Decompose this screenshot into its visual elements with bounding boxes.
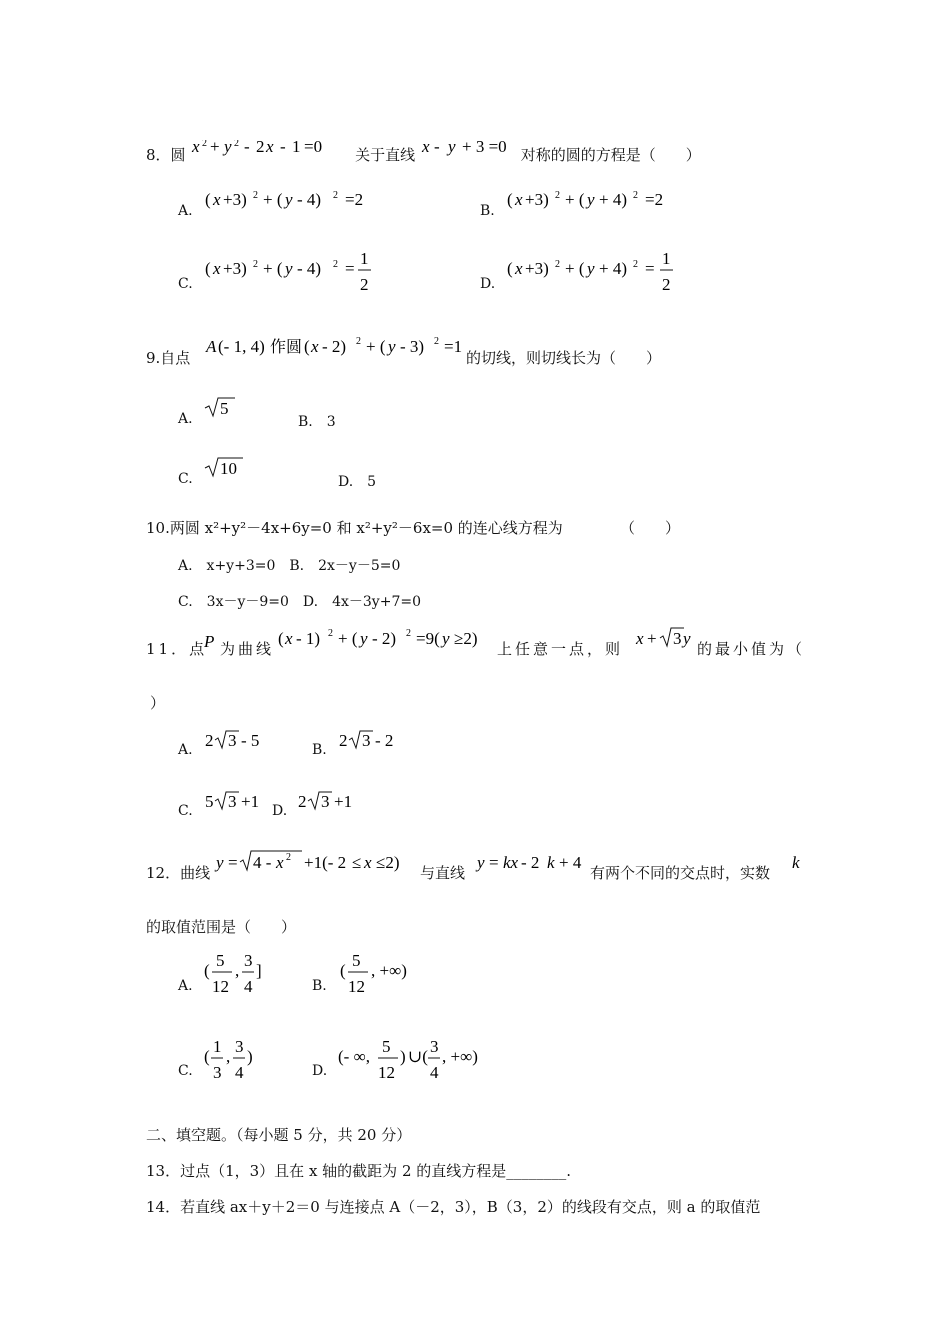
q11-prefix: 11．点 [146,640,208,658]
svg-text:(: ( [304,337,310,356]
svg-text:y: y [442,629,450,648]
q9-option-a [203,394,243,422]
svg-text:(: ( [204,1047,210,1066]
svg-text:3: 3 [244,951,253,970]
svg-text:3: 3 [321,792,330,811]
svg-text:x: x [311,337,319,356]
svg-text:2: 2 [339,731,348,750]
q11-expression [634,624,698,654]
svg-text:y: y [683,629,691,648]
svg-text:4 -: 4 - [253,853,272,872]
svg-text:3: 3 [362,731,371,750]
q12-option-a [202,948,272,998]
q9-option-c [203,454,253,482]
svg-text:(: ( [205,259,211,278]
svg-text:=9(: =9( [416,629,440,648]
svg-text:A: A [206,337,217,356]
q11-curve-equation [276,626,496,654]
svg-text:y: y [216,853,224,872]
svg-text:=2: =2 [345,190,364,209]
svg-text:5: 5 [220,399,229,418]
svg-text:5: 5 [382,1037,391,1056]
svg-text:): ) [400,1047,406,1066]
q10-options-cd: C. 3x－y－9=0 D. 4x－3y+7=0 [178,594,421,610]
svg-text:5: 5 [216,951,225,970]
q8-option-d-label: D. [480,276,496,292]
svg-text:x: x [285,629,293,648]
svg-text:x: x [364,853,372,872]
q8-line-equation [420,140,516,164]
svg-text:2: 2 [555,259,560,270]
svg-text:(: ( [507,190,513,209]
svg-text:,: , [226,1047,231,1066]
svg-text:10: 10 [220,459,237,478]
svg-text:=2: =2 [645,190,664,209]
q12-option-d [336,1034,496,1084]
svg-text:≤2): ≤2) [376,853,400,872]
question-14: 14．若直线 ax＋y＋2＝0 与连接点 A（－2，3），B（3，2）的线段有交点，则 a 的取值范 [146,1198,761,1216]
svg-text:作圆: 作圆 [270,337,303,356]
q12-option-b [338,948,418,998]
q9-suffix: 的切线，则切线长为（ ） [466,349,662,367]
q12-line-equation [475,850,591,878]
q12-option-c [202,1034,262,1084]
q11-option-a-label: A. [178,742,193,758]
svg-text:2: 2 [662,275,671,294]
svg-text:+ (: + ( [263,259,283,278]
svg-text:- 2: - 2 [375,731,394,750]
svg-text:+ 4): + 4) [599,190,627,209]
q11-option-a [203,728,283,756]
q11-point-p [202,630,218,654]
q11-option-c [203,789,275,817]
q12-line2: 的取值范围是（ ） [146,918,297,936]
q8-option-a-label: A. [178,203,193,219]
svg-text:- 3): - 3) [400,337,425,356]
svg-text:x: x [515,259,523,278]
svg-text:=1: =1 [444,337,463,356]
svg-text:2: 2 [256,140,265,156]
svg-text:(: ( [340,961,346,980]
svg-text:x: x [266,140,274,156]
q11-close: ） [150,694,166,712]
svg-text:2: 2 [356,336,361,347]
svg-text:5: 5 [205,792,214,811]
q9-option-a-label: A. [178,411,193,427]
svg-text:x: x [276,853,284,872]
svg-text:y: y [587,190,595,209]
svg-text:4: 4 [430,1063,439,1082]
svg-text:2: 2 [205,731,214,750]
svg-text:y: y [360,629,368,648]
svg-text:2: 2 [328,628,333,639]
q12-option-b-label: B. [312,978,327,994]
svg-text:(: ( [278,629,284,648]
svg-text:1: 1 [360,250,369,268]
q11-suffix: 的最小值为（ [697,640,806,658]
svg-text:kx: kx [503,853,519,872]
svg-text:y: y [285,190,293,209]
svg-text:y: y [388,337,396,356]
q11-option-d [296,789,368,817]
svg-text:-: - [433,140,440,156]
svg-text:y: y [285,259,293,278]
svg-text:3: 3 [228,731,237,750]
svg-text:y: y [447,140,456,156]
svg-text:=: = [345,259,355,278]
svg-text:- 4): - 4) [297,190,322,209]
svg-text:x: x [213,190,221,209]
q8-option-b [505,188,685,216]
q11-option-b-label: B. [312,742,327,758]
svg-text:2: 2 [333,190,338,201]
q11-mid: 为曲线 [220,640,275,658]
svg-text:(- ∞,: (- ∞, [338,1047,370,1066]
svg-text:2: 2 [633,190,638,201]
svg-text:3: 3 [228,792,237,811]
svg-text:- 4): - 4) [297,259,322,278]
svg-text:+ (: + ( [565,190,585,209]
svg-text:, +∞): , +∞) [371,961,407,980]
q10-paren: （ ） [620,519,681,537]
q8-prefix: 8．圆 [146,146,186,164]
svg-text:+3): +3) [525,259,549,278]
svg-text:2: 2 [555,190,560,201]
svg-text:x: x [636,629,644,648]
svg-text:, +∞): , +∞) [442,1047,478,1066]
svg-text:-: - [244,140,250,156]
svg-text:3: 3 [673,629,682,648]
q12-option-d-label: D. [312,1063,328,1079]
svg-text:12: 12 [212,977,229,996]
svg-text:+ 4: + 4 [559,853,582,872]
svg-text:+: + [210,140,220,156]
question-13: 13．过点（1，3）且在 x 轴的截距为 2 的直线方程是________. [146,1162,572,1180]
svg-text:2: 2 [633,259,638,270]
svg-text:+1(- 2: +1(- 2 [304,853,347,872]
svg-text:2: 2 [434,336,439,347]
svg-text:+ (: + ( [263,190,283,209]
svg-text:≤: ≤ [352,853,362,872]
svg-text:2: 2 [202,140,208,149]
svg-text:4: 4 [235,1063,244,1082]
svg-text:(: ( [507,259,513,278]
svg-text:x: x [421,140,430,156]
q9-option-c-label: C. [178,471,193,487]
svg-text:3: 3 [213,1063,222,1082]
svg-text:+ (: + ( [338,629,358,648]
q11-mid2: 上任意一点，则 [497,640,624,658]
svg-text:=: = [489,853,499,872]
q8-circle-equation [190,140,350,164]
q9-equation [204,334,468,362]
svg-text:3: 3 [235,1037,244,1056]
q8-option-d [505,250,695,300]
svg-text:1: 1 [292,140,301,156]
question-8 [146,140,701,165]
q10-options-ab: A. x+y+3=0 B. 2x－y－5=0 [178,558,401,574]
svg-text:12: 12 [378,1063,395,1082]
svg-text:+3): +3) [525,190,549,209]
svg-text:=0: =0 [304,140,323,156]
svg-text:3: 3 [430,1037,439,1056]
svg-text:- 2): - 2) [322,337,347,356]
svg-text:2: 2 [253,259,258,270]
q11-option-d-label: D. [272,803,288,819]
svg-text:(: ( [205,190,211,209]
svg-text:+3): +3) [223,190,247,209]
q11-option-b [337,728,417,756]
q12-option-c-label: C. [178,1063,193,1079]
q8-mid: 关于直线 [355,146,416,164]
svg-text:+ (: + ( [366,337,386,356]
svg-text:+ 4): + 4) [599,259,627,278]
q12-prefix: 12．曲线 [146,864,211,882]
svg-text:2: 2 [406,628,411,639]
svg-text:- 2: - 2 [521,853,540,872]
svg-text:2: 2 [298,792,307,811]
svg-text:k: k [792,853,800,872]
q8-option-c [203,250,393,300]
svg-text:+ (: + ( [565,259,585,278]
svg-text:y: y [224,140,232,156]
svg-text:x: x [515,190,523,209]
q8-option-c-label: C. [178,276,193,292]
svg-text:2: 2 [333,259,338,270]
svg-text:- 1): - 1) [296,629,321,648]
svg-text:+1: +1 [241,792,260,811]
svg-text:(: ( [204,961,210,980]
svg-text:2: 2 [234,140,240,149]
q10-text: 10.两圆 x²+y²－4x+6y=0 和 x²+y²－6x=0 的连心线方程为 [146,519,563,537]
svg-text:,: , [235,961,240,980]
section-2-heading: 二、填空题。（每小题 5 分，共 20 分） [146,1126,412,1144]
svg-text:5: 5 [352,951,361,970]
q9-option-b: B. 3 [298,414,336,430]
q11-option-c-label: C. [178,803,193,819]
svg-text:x: x [192,140,200,156]
svg-text:=: = [228,853,238,872]
q12-suffix: 有两个不同的交点时，实数 [590,864,771,882]
q8-suffix: 对称的圆的方程是（ ） [520,146,701,164]
svg-text:- 2): - 2) [372,629,397,648]
svg-text:P: P [204,632,215,651]
svg-text:2: 2 [286,852,291,863]
svg-text:2: 2 [360,275,369,294]
svg-text:≥2): ≥2) [454,629,478,648]
q9-prefix: 9.自点 [146,349,191,367]
svg-text:4: 4 [244,977,253,996]
q12-k [790,850,806,878]
svg-text:k: k [547,853,555,872]
q12-option-a-label: A. [178,978,193,994]
svg-text:∪(: ∪( [408,1047,428,1066]
svg-text:-: - [280,140,286,156]
svg-text:1: 1 [662,250,671,268]
svg-text:+1: +1 [334,792,353,811]
svg-text:=: = [645,259,655,278]
svg-text:1: 1 [213,1037,222,1056]
svg-text:+: + [647,629,657,648]
q9-option-d: D. 5 [338,474,377,490]
q12-mid: 与直线 [420,864,466,882]
svg-text:(- 1, 4): (- 1, 4) [218,337,265,356]
svg-text:- 5: - 5 [241,731,260,750]
svg-text:]: ] [256,961,262,980]
svg-text:): ) [247,1047,253,1066]
q8-option-b-label: B. [480,203,495,219]
svg-text:x: x [213,259,221,278]
svg-text:+3): +3) [223,259,247,278]
svg-text:12: 12 [348,977,365,996]
svg-text:y: y [587,259,595,278]
svg-text:+ 3 =0: + 3 =0 [461,140,507,156]
q12-curve-equation [214,846,420,878]
svg-text:2: 2 [253,190,258,201]
q8-option-a [203,188,383,216]
svg-text:y: y [477,853,485,872]
